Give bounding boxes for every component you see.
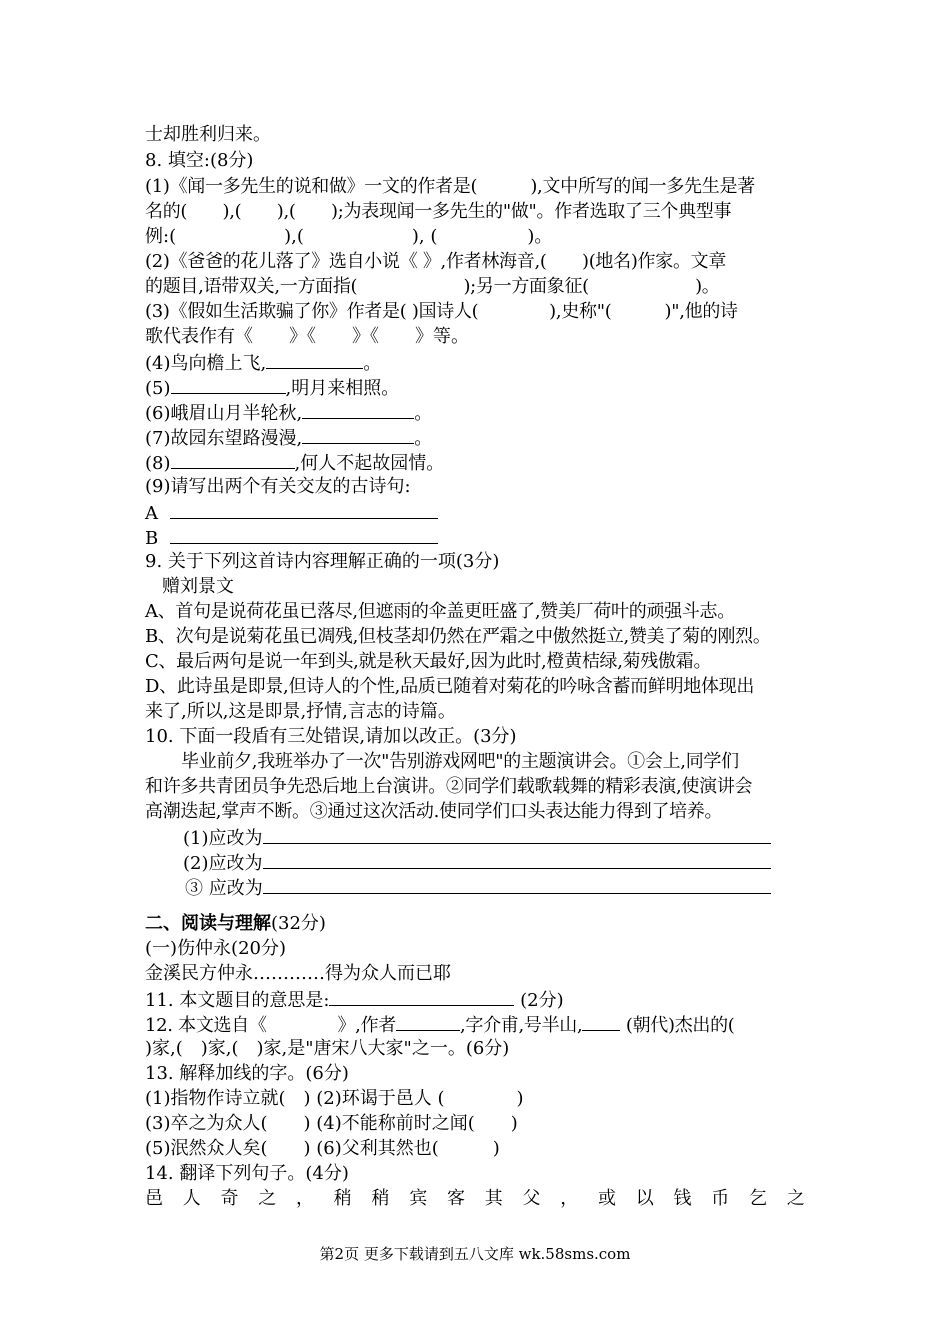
char: 以 <box>635 1188 654 1209</box>
blank-line[interactable] <box>302 400 414 419</box>
blank-line[interactable] <box>266 350 363 369</box>
question-8-title: 8. 填空:(8分) <box>145 150 254 171</box>
question-score: (2分) <box>514 990 564 1011</box>
fill-prefix: (5) <box>145 378 171 399</box>
subsection-title: (一)伤仲永(20分) <box>145 938 286 959</box>
option-d: D、此诗虽是即景,但诗人的个性,品质已随着对菊花的吟咏含蓄而鲜明地体现出 <box>145 676 755 697</box>
section-title: 二、阅读与理解 <box>145 913 271 934</box>
text-line: 的题目,语带双关,一方面指( );另一方面象征( )。 <box>145 276 720 297</box>
question-text: 11. 本文题目的意思是: <box>145 990 330 1011</box>
char: 父 <box>522 1188 541 1209</box>
section-score: (32分) <box>271 913 326 934</box>
char: 稍 <box>371 1188 390 1209</box>
char: ， <box>296 1188 314 1209</box>
answer-line-a <box>145 500 438 524</box>
blank-line[interactable] <box>263 850 771 869</box>
char: 之 <box>786 1188 805 1209</box>
fill-line-4 <box>145 350 381 374</box>
text-line: (1)《闻一多先生的说和做》一文的作者是( ),文中所写的闻一多先生是著 <box>145 176 755 197</box>
option-b: B、次句是说菊花虽已凋残,但枝茎却仍然在严霜之中傲然挺立,赞美了菊的刚烈。 <box>145 626 771 647</box>
correction-label: ③ 应改为 <box>185 878 263 899</box>
char: 客 <box>447 1188 465 1209</box>
paragraph-line: 毕业前夕,我班举办了一次"告别游戏网吧"的主题演讲会。①会上,同学们 <box>181 751 739 772</box>
text-line: 士却胜利归来。 <box>145 124 271 145</box>
fill-prefix: (8) <box>145 453 171 474</box>
blank-line[interactable] <box>263 875 771 894</box>
fill-prefix: (4)鸟向檐上飞, <box>145 353 267 374</box>
blank-line[interactable] <box>329 987 514 1006</box>
correction-1 <box>183 825 771 849</box>
option-label: A <box>145 503 158 524</box>
blank-line[interactable] <box>582 1012 620 1031</box>
question-12-cont: )家,( )家,( )家,是"唐宋八大家"之一。(6分) <box>145 1038 510 1059</box>
option-a: A、首句是说荷花虽已落尽,但遮雨的伞盖更旺盛了,赞美厂荷叶的顽强斗志。 <box>145 601 735 622</box>
char: 人 <box>182 1188 201 1209</box>
char: 或 <box>598 1188 616 1209</box>
correction-label: (1)应改为 <box>183 828 263 849</box>
fill-line-5 <box>145 375 399 399</box>
answer-line-b <box>145 525 438 549</box>
fill-line-7 <box>145 425 432 449</box>
char: 乞 <box>749 1188 767 1209</box>
correction-3 <box>185 875 771 899</box>
fill-suffix: 。 <box>414 428 433 449</box>
fill-line-8 <box>145 450 444 474</box>
option-d-cont: 来了,所以,这是即景,抒情,言志的诗篇。 <box>145 701 456 722</box>
fill-suffix: 。 <box>363 353 382 374</box>
blank-line[interactable] <box>171 375 286 394</box>
blank-line[interactable] <box>396 1012 460 1031</box>
blank-line[interactable] <box>263 825 771 844</box>
fill-suffix: ,何人不起故园情。 <box>294 453 445 474</box>
char: ， <box>560 1188 579 1209</box>
char: 之 <box>258 1188 277 1209</box>
question-13: 13. 解释加线的字。(6分) <box>145 1063 349 1084</box>
question-14: 14. 翻译下列句子。(4分) <box>145 1163 349 1184</box>
char: 宾 <box>409 1188 428 1209</box>
text-line: (3)《假如生活欺骗了你》作者是( )国诗人( ),史称"( )",他的诗 <box>145 301 738 322</box>
option-c: C、最后两句是说一年到头,就是秋天最好,因为此时,橙黄桔绿,菊残傲霜。 <box>145 651 712 672</box>
char: 币 <box>711 1188 730 1209</box>
fill-suffix: 。 <box>414 403 433 424</box>
question-10-title: 10. 下面一段盾有三处错误,请加以改正。(3分) <box>145 726 517 747</box>
page-footer: 第2页 更多下载请到五八文库 wk.58sms.com <box>319 1245 631 1263</box>
question-9-title: 9. 关于下列这首诗内容理解正确的一项(3分) <box>145 551 500 572</box>
text-line: 例:( ),( ), ( )。 <box>145 226 553 247</box>
question-13-items: (5)泯然众人矣( ) (6)父利其然也( ) <box>145 1138 500 1159</box>
text-line: 歌代表作有《 》《 》《 》等。 <box>145 326 469 347</box>
fill-prefix: (6)峨眉山月半轮秋, <box>145 403 303 424</box>
blank-line[interactable] <box>171 450 295 469</box>
question-12 <box>145 1012 735 1036</box>
paragraph-line: 高潮迭起,掌声不断。③通过这次活动.使同学们口头表达能力得到了培养。 <box>145 801 723 822</box>
question-13-items: (1)指物作诗立就( ) (2)环谒于邑人 ( ) <box>145 1088 524 1109</box>
char: 邑 <box>145 1188 163 1209</box>
char: 奇 <box>220 1188 239 1209</box>
option-label: B <box>145 528 159 549</box>
section-2-heading <box>145 912 326 936</box>
poem-title: 赠刘景文 <box>162 576 234 597</box>
fill-line-9: (9)请写出两个有关交友的古诗句: <box>145 476 411 497</box>
correction-2 <box>183 850 771 874</box>
question-text: (朝代)杰出的( <box>620 1015 735 1036</box>
text-line: (2)《爸爸的花儿落了》选自小说《 》,作者林海音,( )(地名)作家。文章 <box>145 251 727 272</box>
text-line: 名的( ),( ),( );为表现闻一多先生的"做"。作者选取了三个典型事 <box>145 201 732 222</box>
blank-line[interactable] <box>302 425 414 444</box>
excerpt-line: 金溪民方仲永…………得为众人而已耶 <box>145 963 451 984</box>
fill-prefix: (7)故园东望路漫漫, <box>145 428 303 449</box>
paragraph-line: 和许多共青团员争先恐后地上台演讲。②同学们载歌载舞的精彩表演,使演讲会 <box>145 776 753 797</box>
question-text: 12. 本文选自《 》,作者 <box>145 1015 396 1036</box>
fill-suffix: ,明月来相照。 <box>285 378 400 399</box>
correction-label: (2)应改为 <box>183 853 263 874</box>
char: 钱 <box>673 1188 692 1209</box>
question-11 <box>145 987 564 1011</box>
char: 其 <box>484 1188 503 1209</box>
blank-line[interactable] <box>170 500 438 519</box>
question-text: ,字介甫,号半山, <box>459 1015 583 1036</box>
char: 稍 <box>333 1188 352 1209</box>
fill-line-6 <box>145 400 432 424</box>
translate-sentence <box>145 1187 805 1211</box>
question-13-items: (3)卒之为众人( ) (4)不能称前时之闻( ) <box>145 1113 518 1134</box>
blank-line[interactable] <box>170 525 438 544</box>
